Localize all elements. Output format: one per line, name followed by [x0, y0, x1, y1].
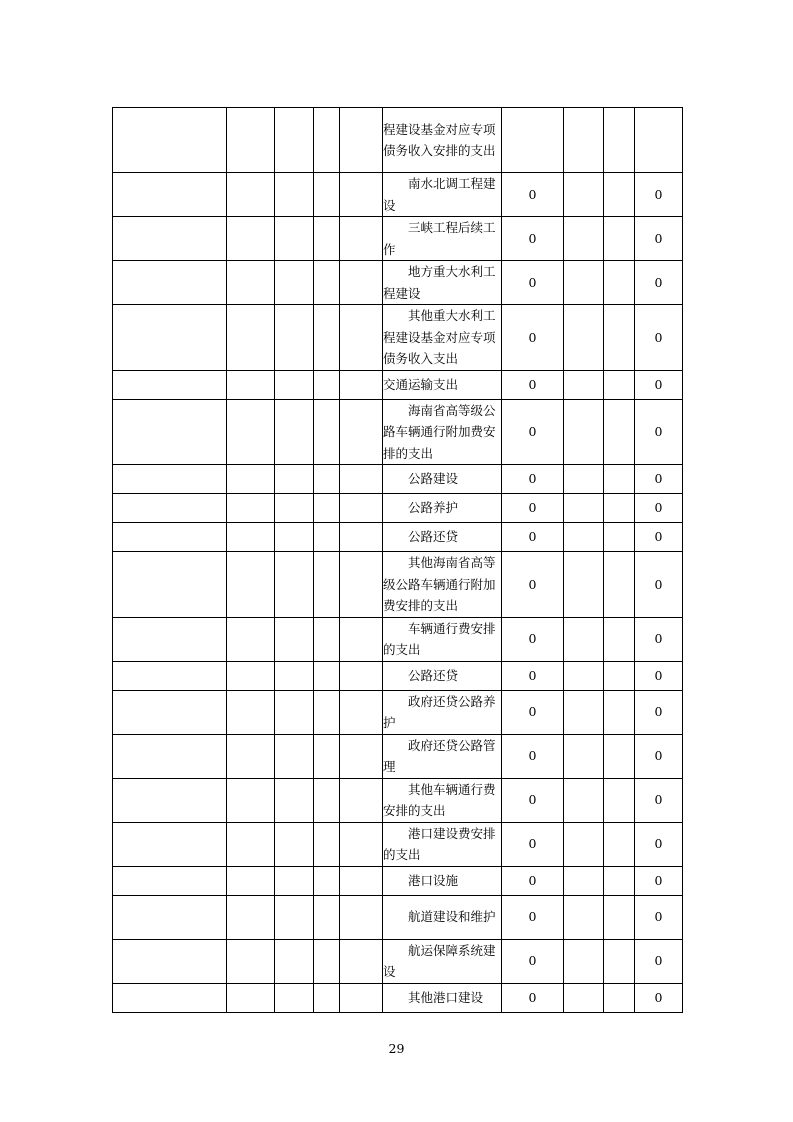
value-cell: 0 — [635, 399, 683, 465]
empty-cell — [314, 617, 340, 661]
empty-cell — [314, 173, 340, 217]
item-name-cell: 其他重大水利工程建设基金对应专项债务收入支出 — [383, 305, 502, 371]
value-cell: 0 — [635, 261, 683, 305]
table-row — [113, 617, 683, 661]
value-cell: 0 — [635, 617, 683, 661]
value-cell: 0 — [635, 690, 683, 734]
empty-cell — [314, 523, 340, 552]
empty-cell — [340, 465, 383, 494]
empty-cell — [604, 983, 635, 1012]
empty-cell — [113, 370, 227, 399]
table-row — [113, 523, 683, 552]
empty-cell — [227, 939, 275, 983]
table-row — [113, 261, 683, 305]
empty-cell — [604, 261, 635, 305]
empty-cell — [113, 173, 227, 217]
value-cell: 0 — [502, 305, 564, 371]
empty-cell — [340, 261, 383, 305]
empty-cell — [113, 617, 227, 661]
empty-cell — [340, 217, 383, 261]
value-cell: 0 — [502, 983, 564, 1012]
empty-cell — [275, 661, 314, 690]
table-row — [113, 217, 683, 261]
value-cell: 0 — [635, 494, 683, 523]
empty-cell — [275, 734, 314, 778]
empty-cell — [604, 217, 635, 261]
value-cell — [635, 108, 683, 173]
item-name-cell: 航道建设和维护 — [383, 895, 502, 939]
empty-cell — [275, 983, 314, 1012]
empty-cell — [604, 305, 635, 371]
empty-cell — [604, 173, 635, 217]
value-cell: 0 — [502, 661, 564, 690]
empty-cell — [275, 617, 314, 661]
empty-cell — [227, 778, 275, 822]
empty-cell — [564, 552, 604, 618]
empty-cell — [227, 494, 275, 523]
table-row — [113, 690, 683, 734]
empty-cell — [275, 822, 314, 866]
empty-cell — [340, 108, 383, 173]
empty-cell — [564, 173, 604, 217]
empty-cell — [275, 108, 314, 173]
empty-cell — [227, 617, 275, 661]
empty-cell — [604, 370, 635, 399]
item-name-cell: 其他车辆通行费安排的支出 — [383, 778, 502, 822]
item-name-cell: 公路建设 — [383, 465, 502, 494]
empty-cell — [275, 173, 314, 217]
empty-cell — [604, 552, 635, 618]
empty-cell — [113, 734, 227, 778]
empty-cell — [340, 939, 383, 983]
empty-cell — [314, 494, 340, 523]
value-cell: 0 — [502, 778, 564, 822]
empty-cell — [227, 465, 275, 494]
empty-cell — [340, 778, 383, 822]
empty-cell — [227, 983, 275, 1012]
empty-cell — [564, 778, 604, 822]
table-row — [113, 399, 683, 465]
value-cell: 0 — [502, 399, 564, 465]
empty-cell — [564, 895, 604, 939]
value-cell: 0 — [635, 983, 683, 1012]
empty-cell — [113, 895, 227, 939]
value-cell: 0 — [635, 939, 683, 983]
empty-cell — [227, 173, 275, 217]
empty-cell — [275, 399, 314, 465]
empty-cell — [227, 108, 275, 173]
empty-cell — [113, 261, 227, 305]
table-row — [113, 822, 683, 866]
item-name-cell: 政府还贷公路养护 — [383, 690, 502, 734]
value-cell: 0 — [502, 866, 564, 895]
item-name-cell: 南水北调工程建设 — [383, 173, 502, 217]
empty-cell — [227, 523, 275, 552]
budget-table — [112, 107, 683, 1013]
item-name-cell: 公路还贷 — [383, 661, 502, 690]
empty-cell — [564, 217, 604, 261]
empty-cell — [604, 661, 635, 690]
value-cell: 0 — [502, 690, 564, 734]
value-cell: 0 — [635, 552, 683, 618]
empty-cell — [113, 399, 227, 465]
empty-cell — [314, 661, 340, 690]
page-number: 29 — [388, 1041, 405, 1056]
empty-cell — [227, 895, 275, 939]
value-cell: 0 — [502, 370, 564, 399]
empty-cell — [227, 661, 275, 690]
item-name-cell: 车辆通行费安排的支出 — [383, 617, 502, 661]
empty-cell — [275, 465, 314, 494]
value-cell: 0 — [635, 305, 683, 371]
empty-cell — [564, 370, 604, 399]
table-row — [113, 370, 683, 399]
empty-cell — [340, 690, 383, 734]
empty-cell — [340, 983, 383, 1012]
empty-cell — [113, 690, 227, 734]
value-cell: 0 — [502, 261, 564, 305]
value-cell: 0 — [635, 523, 683, 552]
value-cell — [502, 108, 564, 173]
table-row — [113, 661, 683, 690]
empty-cell — [275, 552, 314, 618]
empty-cell — [564, 690, 604, 734]
empty-cell — [314, 734, 340, 778]
empty-cell — [564, 939, 604, 983]
table-row — [113, 494, 683, 523]
item-name-cell: 三峡工程后续工作 — [383, 217, 502, 261]
empty-cell — [314, 552, 340, 618]
empty-cell — [604, 822, 635, 866]
value-cell: 0 — [502, 552, 564, 618]
empty-cell — [275, 690, 314, 734]
table-row — [113, 866, 683, 895]
empty-cell — [340, 661, 383, 690]
empty-cell — [227, 552, 275, 618]
item-name-cell: 政府还贷公路管理 — [383, 734, 502, 778]
empty-cell — [227, 690, 275, 734]
value-cell: 0 — [635, 822, 683, 866]
empty-cell — [340, 866, 383, 895]
table-row — [113, 173, 683, 217]
empty-cell — [564, 494, 604, 523]
table-row — [113, 305, 683, 371]
empty-cell — [340, 494, 383, 523]
item-name-cell: 其他海南省高等级公路车辆通行附加费安排的支出 — [383, 552, 502, 618]
table-row — [113, 734, 683, 778]
empty-cell — [113, 523, 227, 552]
empty-cell — [227, 866, 275, 895]
empty-cell — [564, 617, 604, 661]
empty-cell — [340, 617, 383, 661]
empty-cell — [340, 305, 383, 371]
empty-cell — [564, 523, 604, 552]
empty-cell — [275, 261, 314, 305]
empty-cell — [314, 217, 340, 261]
value-cell: 0 — [635, 866, 683, 895]
empty-cell — [227, 261, 275, 305]
value-cell: 0 — [502, 494, 564, 523]
empty-cell — [113, 494, 227, 523]
table-row — [113, 939, 683, 983]
empty-cell — [227, 370, 275, 399]
value-cell: 0 — [502, 822, 564, 866]
value-cell: 0 — [502, 465, 564, 494]
empty-cell — [227, 217, 275, 261]
empty-cell — [564, 305, 604, 371]
empty-cell — [314, 305, 340, 371]
table-row — [113, 778, 683, 822]
empty-cell — [564, 399, 604, 465]
empty-cell — [564, 108, 604, 173]
value-cell: 0 — [502, 895, 564, 939]
empty-cell — [113, 939, 227, 983]
empty-cell — [113, 465, 227, 494]
empty-cell — [314, 399, 340, 465]
empty-cell — [604, 866, 635, 895]
empty-cell — [113, 552, 227, 618]
empty-cell — [275, 778, 314, 822]
table-body — [113, 108, 683, 1013]
item-name-cell: 港口建设费安排的支出 — [383, 822, 502, 866]
value-cell: 0 — [502, 734, 564, 778]
empty-cell — [564, 983, 604, 1012]
empty-cell — [340, 734, 383, 778]
empty-cell — [275, 523, 314, 552]
empty-cell — [275, 494, 314, 523]
empty-cell — [275, 939, 314, 983]
table-row — [113, 552, 683, 618]
table-row — [113, 108, 683, 173]
empty-cell — [340, 895, 383, 939]
empty-cell — [604, 465, 635, 494]
empty-cell — [604, 617, 635, 661]
value-cell: 0 — [635, 778, 683, 822]
table-row — [113, 465, 683, 494]
item-name-cell: 海南省高等级公路车辆通行附加费安排的支出 — [383, 399, 502, 465]
item-name-cell: 地方重大水利工程建设 — [383, 261, 502, 305]
empty-cell — [113, 866, 227, 895]
value-cell: 0 — [502, 617, 564, 661]
value-cell: 0 — [635, 465, 683, 494]
empty-cell — [564, 822, 604, 866]
empty-cell — [604, 690, 635, 734]
value-cell: 0 — [635, 661, 683, 690]
empty-cell — [314, 370, 340, 399]
value-cell: 0 — [635, 173, 683, 217]
item-name-cell: 港口设施 — [383, 866, 502, 895]
empty-cell — [227, 822, 275, 866]
value-cell: 0 — [502, 939, 564, 983]
empty-cell — [340, 370, 383, 399]
empty-cell — [113, 983, 227, 1012]
value-cell: 0 — [635, 217, 683, 261]
value-cell: 0 — [635, 734, 683, 778]
empty-cell — [275, 370, 314, 399]
value-cell: 0 — [635, 895, 683, 939]
item-name-cell: 航运保障系统建设 — [383, 939, 502, 983]
empty-cell — [227, 734, 275, 778]
value-cell: 0 — [635, 370, 683, 399]
value-cell: 0 — [502, 173, 564, 217]
table-row — [113, 983, 683, 1012]
empty-cell — [340, 523, 383, 552]
empty-cell — [314, 895, 340, 939]
empty-cell — [604, 523, 635, 552]
empty-cell — [604, 108, 635, 173]
empty-cell — [340, 822, 383, 866]
value-cell: 0 — [502, 523, 564, 552]
empty-cell — [314, 690, 340, 734]
empty-cell — [227, 305, 275, 371]
empty-cell — [275, 305, 314, 371]
empty-cell — [113, 778, 227, 822]
empty-cell — [564, 261, 604, 305]
value-cell: 0 — [502, 217, 564, 261]
empty-cell — [314, 983, 340, 1012]
empty-cell — [564, 465, 604, 494]
item-name-cell: 交通运输支出 — [383, 370, 502, 399]
empty-cell — [113, 217, 227, 261]
empty-cell — [275, 866, 314, 895]
table-row — [113, 895, 683, 939]
empty-cell — [604, 939, 635, 983]
empty-cell — [604, 778, 635, 822]
empty-cell — [227, 399, 275, 465]
item-name-cell: 程建设基金对应专项债务收入安排的支出 — [383, 108, 502, 173]
empty-cell — [275, 217, 314, 261]
empty-cell — [340, 399, 383, 465]
empty-cell — [564, 661, 604, 690]
empty-cell — [314, 778, 340, 822]
empty-cell — [314, 108, 340, 173]
empty-cell — [604, 734, 635, 778]
empty-cell — [113, 108, 227, 173]
empty-cell — [314, 866, 340, 895]
empty-cell — [340, 552, 383, 618]
empty-cell — [314, 939, 340, 983]
empty-cell — [604, 399, 635, 465]
empty-cell — [604, 494, 635, 523]
item-name-cell: 公路还贷 — [383, 523, 502, 552]
empty-cell — [314, 261, 340, 305]
item-name-cell: 其他港口建设 — [383, 983, 502, 1012]
empty-cell — [113, 305, 227, 371]
empty-cell — [604, 895, 635, 939]
empty-cell — [113, 661, 227, 690]
empty-cell — [314, 822, 340, 866]
empty-cell — [564, 866, 604, 895]
empty-cell — [275, 895, 314, 939]
empty-cell — [340, 173, 383, 217]
empty-cell — [564, 734, 604, 778]
empty-cell — [314, 465, 340, 494]
item-name-cell: 公路养护 — [383, 494, 502, 523]
empty-cell — [113, 822, 227, 866]
